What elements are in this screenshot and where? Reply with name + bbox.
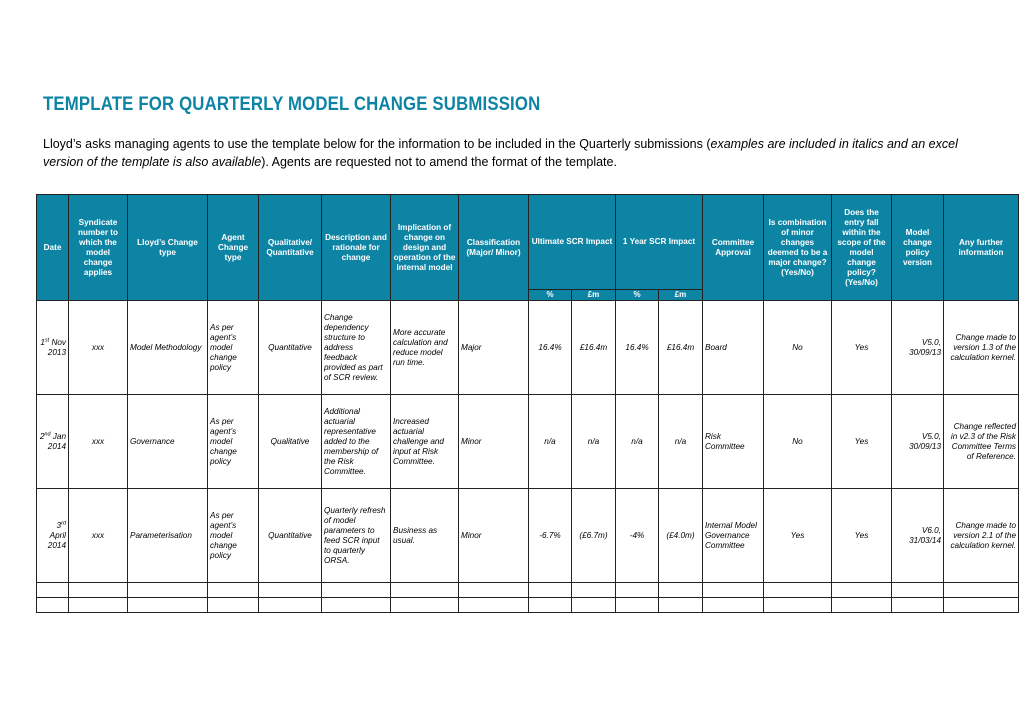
cell-scope: Yes bbox=[832, 489, 892, 583]
intro-text-1: Lloyd’s asks managing agents to use the template below for the information to be included in the Quarterly submissions ( bbox=[43, 137, 711, 151]
cell-minor-combo: No bbox=[764, 301, 832, 395]
header-classification: Classification (Major/ Minor) bbox=[459, 195, 529, 301]
header-change-type: Lloyd’s Change type bbox=[128, 195, 208, 301]
cell-date: 3rd April 2014 bbox=[37, 489, 69, 583]
cell-implication: More accurate calculation and reduce model run time. bbox=[391, 301, 459, 395]
header-implication: Implication of change on design and operation of the internal model bbox=[391, 195, 459, 301]
header-further-info: Any further information bbox=[944, 195, 1019, 301]
intro-text-2: ). Agents are requested not to amend the format of the template. bbox=[261, 155, 617, 169]
cell-ultimate-pct: n/a bbox=[529, 395, 572, 489]
cell-one-year-gbp: n/a bbox=[659, 395, 703, 489]
header-qual-quant: Qualitative/ Quantitative bbox=[259, 195, 322, 301]
table-row bbox=[37, 489, 1019, 583]
cell-one-year-pct: 16.4% bbox=[616, 301, 659, 395]
table-row bbox=[37, 395, 1019, 489]
cell-ultimate-pct: -6.7% bbox=[529, 489, 572, 583]
header-ultimate-scr: Ultimate SCR Impact bbox=[529, 195, 616, 290]
cell-agent-change-type: As per agent’s model change policy bbox=[208, 489, 259, 583]
table-row bbox=[37, 301, 1019, 395]
cell-date: 2nd Jan 2014 bbox=[37, 395, 69, 489]
cell-description: Additional actuarial representative added to the membership of the Risk Committee. bbox=[322, 395, 391, 489]
cell-syndicate: xxx bbox=[69, 301, 128, 395]
cell-minor-combo: Yes bbox=[764, 489, 832, 583]
cell-change-type: Governance bbox=[128, 395, 208, 489]
header-minor-combo: Is combination of minor changes deemed to be a major change? (Yes/No) bbox=[764, 195, 832, 301]
cell-one-year-pct: n/a bbox=[616, 395, 659, 489]
cell-one-year-pct: -4% bbox=[616, 489, 659, 583]
cell-further-info: Change made to version 1.3 of the calculation kernel. bbox=[944, 301, 1019, 395]
subheader-ultimate-pct: % bbox=[529, 290, 572, 301]
cell-one-year-gbp: £16.4m bbox=[659, 301, 703, 395]
subheader-one-year-gbp: £m bbox=[659, 290, 703, 301]
cell-change-type: Model Methodology bbox=[128, 301, 208, 395]
cell-agent-change-type: As per agent’s model change policy bbox=[208, 301, 259, 395]
intro-italic-text: examples are included in italics and an excel version of the template is also available bbox=[43, 137, 958, 169]
header-syndicate: Syndicate number to which the model change applies bbox=[69, 195, 128, 301]
subheader-one-year-pct: % bbox=[616, 290, 659, 301]
cell-description: Quarterly refresh of model parameters to feed SCR input to quarterly ORSA. bbox=[322, 489, 391, 583]
cell-policy-version: V5.0, 30/09/13 bbox=[892, 395, 944, 489]
cell-classification: Minor bbox=[459, 395, 529, 489]
cell-implication: Business as usual. bbox=[391, 489, 459, 583]
cell-ultimate-gbp: n/a bbox=[572, 395, 616, 489]
cell-syndicate: xxx bbox=[69, 489, 128, 583]
header-agent-change-type: Agent Change type bbox=[208, 195, 259, 301]
header-committee: Committee Approval bbox=[703, 195, 764, 301]
header-policy-version: Model change policy version bbox=[892, 195, 944, 301]
cell-qual-quant: Qualitative bbox=[259, 395, 322, 489]
cell-syndicate: xxx bbox=[69, 395, 128, 489]
header-one-year-scr: 1 Year SCR Impact bbox=[616, 195, 703, 290]
header-description: Description and rationale for change bbox=[322, 195, 391, 301]
cell-committee: Internal Model Governance Committee bbox=[703, 489, 764, 583]
cell-classification: Major bbox=[459, 301, 529, 395]
cell-policy-version: V5.0, 30/09/13 bbox=[892, 301, 944, 395]
cell-classification: Minor bbox=[459, 489, 529, 583]
header-date: Date bbox=[37, 195, 69, 301]
subheader-ultimate-gbp: £m bbox=[572, 290, 616, 301]
cell-committee: Board bbox=[703, 301, 764, 395]
page-title: TEMPLATE FOR QUARTERLY MODEL CHANGE SUBMISSION bbox=[43, 93, 541, 115]
intro-paragraph bbox=[43, 135, 993, 171]
cell-one-year-gbp: (£4.0m) bbox=[659, 489, 703, 583]
cell-minor-combo: No bbox=[764, 395, 832, 489]
cell-ultimate-gbp: £16.4m bbox=[572, 301, 616, 395]
cell-scope: Yes bbox=[832, 301, 892, 395]
cell-further-info: Change made to version 2.1 of the calculation kernel. bbox=[944, 489, 1019, 583]
cell-ultimate-pct: 16.4% bbox=[529, 301, 572, 395]
cell-qual-quant: Quantitative bbox=[259, 301, 322, 395]
cell-change-type: Parameterisation bbox=[128, 489, 208, 583]
cell-ultimate-gbp: (£6.7m) bbox=[572, 489, 616, 583]
empty-table-row bbox=[37, 583, 1019, 598]
model-change-table bbox=[36, 194, 1019, 613]
empty-table-row bbox=[37, 598, 1019, 613]
cell-further-info: Change reflected in v2.3 of the Risk Committee Terms of Reference. bbox=[944, 395, 1019, 489]
cell-scope: Yes bbox=[832, 395, 892, 489]
cell-date: 1st Nov 2013 bbox=[37, 301, 69, 395]
cell-implication: Increased actuarial challenge and input at Risk Committee. bbox=[391, 395, 459, 489]
cell-policy-version: V6.0, 31/03/14 bbox=[892, 489, 944, 583]
cell-description: Change dependency structure to address feedback provided as part of SCR review. bbox=[322, 301, 391, 395]
cell-qual-quant: Quantitative bbox=[259, 489, 322, 583]
cell-agent-change-type: As per agent’s model change policy bbox=[208, 395, 259, 489]
header-scope: Does the entry fall within the scope of the model change policy? (Yes/No) bbox=[832, 195, 892, 301]
cell-committee: Risk Committee bbox=[703, 395, 764, 489]
